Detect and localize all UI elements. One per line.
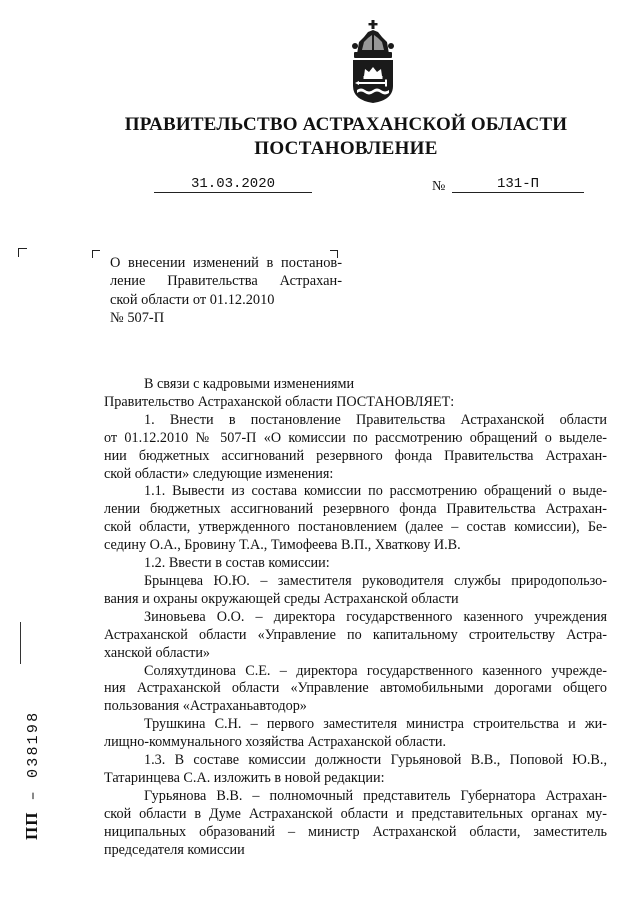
- number-sign: №: [432, 179, 446, 194]
- document-body: [104, 376, 607, 859]
- body-line: 1.2. Ввести в состав комиссии:: [144, 555, 330, 572]
- body-line: вания и охраны окружающей среды Астраханской области: [104, 590, 459, 607]
- serial-prefix: ПП: [22, 811, 41, 840]
- document-number: 131-П: [452, 176, 584, 193]
- body-line: пользования «Астраханьавтодор»: [104, 698, 307, 715]
- serial-digits: 038198: [25, 710, 42, 778]
- body-line: ния Астраханской области «Управление автомобильными дорогами общего: [104, 680, 607, 697]
- body-line: Соляхутдинова С.Е. – директора государственного казенного учрежде-: [144, 662, 607, 679]
- subject-line: О внесении изменений в постанов-: [110, 255, 342, 271]
- body-line: нии бюджетных ассигнований резервного фонда Правительства Астрахан-: [104, 447, 607, 464]
- body-line: председателя комиссии: [104, 841, 245, 858]
- body-line: ской области в Думе Астраханской области и представительных органах му-: [104, 805, 607, 822]
- body-line: ской области, утвержденного постановлением (далее – состав комиссии), Бе-: [104, 519, 607, 536]
- body-line: Зиновьева О.О. – директора государственного казенного учреждения: [144, 608, 607, 625]
- body-line: Трушкина С.Н. – первого заместителя министра строительства и жи-: [144, 716, 607, 733]
- body-line: ханской области»: [104, 644, 211, 661]
- body-line: Татаринцева С.А. изложить в новой редакции:: [104, 769, 385, 786]
- body-line: Правительство Астраханской области ПОСТАНОВЛЯЕТ:: [104, 393, 455, 410]
- body-line: Гурьянова В.В. – полномочный представитель Губернатора Астрахан-: [144, 787, 607, 804]
- blank-serial-number: [22, 711, 42, 840]
- subject-line: ление Правительства Астрахан-: [110, 273, 342, 290]
- body-line: ской области» следующие изменения:: [104, 465, 334, 482]
- body-line: ниципальных образований – министр Астраханской области, заместитель: [104, 823, 607, 840]
- body-line: лении бюджетных ассигнований резервного фонда Правительства Астрахан-: [104, 501, 607, 518]
- body-line: 1.1. Вывести из состава комиссии по рассмотрению обращений о выде-: [144, 483, 607, 500]
- margin-rule: [20, 622, 21, 664]
- body-line: седину О.А., Бровину Т.А., Тимофеева В.П., Хваткову И.В.: [104, 537, 461, 554]
- government-name: ПРАВИТЕЛЬСТВО АСТРАХАНСКОЙ ОБЛАСТИ: [124, 114, 568, 135]
- margin-bracket-mark: [18, 248, 27, 257]
- body-line: от 01.12.2010 № 507-П «О комиссии по рассмотрению обращений о выделе-: [104, 429, 607, 446]
- subject-line: ской области от 01.12.2010: [110, 291, 275, 308]
- body-line: 1. Внести в постановление Правительства Астраханской области: [144, 411, 607, 428]
- serial-dash: –: [25, 777, 42, 801]
- body-line: Астраханской области «Управление по капитальному строительству Астра-: [104, 626, 607, 643]
- body-line: лищно-коммунального хозяйства Астраханской области.: [104, 734, 447, 751]
- subject-line: № 507-П: [110, 310, 165, 327]
- coat-of-arms-icon: [345, 20, 401, 104]
- document-subject: [110, 254, 342, 328]
- document-date: 31.03.2020: [154, 176, 312, 193]
- subject-bracket-left: [92, 250, 100, 258]
- body-line: В связи с кадровыми изменениями: [144, 376, 355, 392]
- body-line: 1.3. В составе комиссии должности Гурьяновой В.В., Поповой Ю.В.,: [144, 752, 607, 769]
- document-type: ПОСТАНОВЛЕНИЕ: [254, 138, 438, 159]
- body-line: Брынцева Ю.Ю. – заместителя руководителя службы природопользо-: [144, 572, 607, 589]
